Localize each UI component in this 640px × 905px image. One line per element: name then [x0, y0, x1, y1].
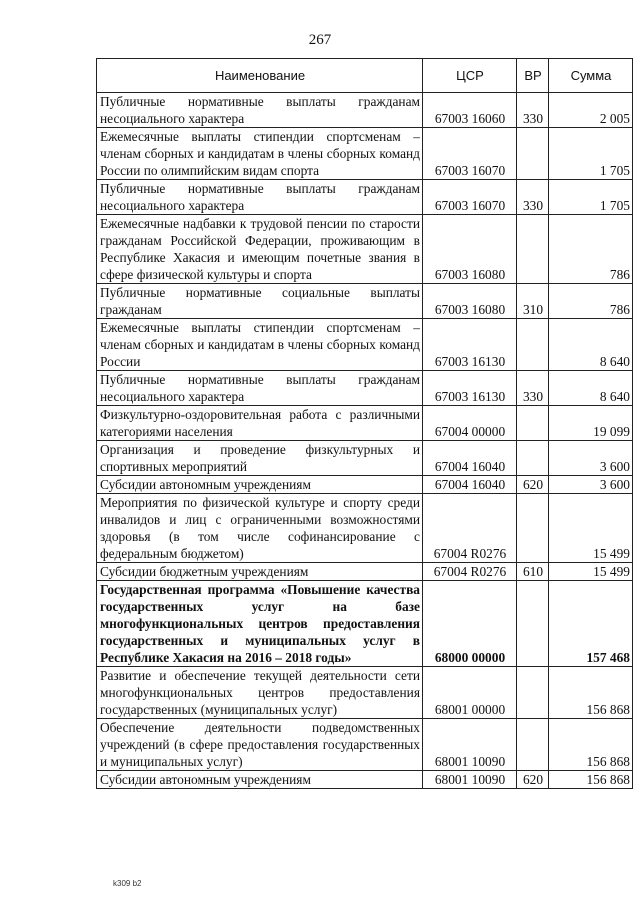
table-row — [97, 667, 633, 719]
table-row — [97, 215, 633, 284]
table-row — [97, 719, 633, 771]
cell-sum: 15 499 — [549, 494, 633, 563]
budget-table — [96, 58, 633, 789]
table-row — [97, 476, 633, 494]
cell-sum: 2 005 — [549, 93, 633, 128]
cell-vr: 610 — [517, 563, 549, 581]
table-row — [97, 563, 633, 581]
cell-sum: 157 468 — [549, 581, 633, 667]
cell-csr: 67004 R0276 — [423, 563, 517, 581]
cell-vr: 330 — [517, 180, 549, 215]
table-row — [97, 441, 633, 476]
table-row — [97, 494, 633, 563]
table-row — [97, 581, 633, 667]
cell-csr: 68001 10090 — [423, 771, 517, 789]
cell-vr — [517, 406, 549, 441]
table-row — [97, 128, 633, 180]
cell-csr: 68001 00000 — [423, 667, 517, 719]
cell-vr: 330 — [517, 93, 549, 128]
table-body — [97, 93, 633, 789]
cell-vr: 310 — [517, 284, 549, 319]
table-row — [97, 93, 633, 128]
header-vr: ВР — [517, 59, 549, 93]
cell-name: Ежемесячные выплаты стипендии спортсменам – членам сборных и кандидатам в члены сборных команд России — [97, 319, 423, 371]
cell-sum: 19 099 — [549, 406, 633, 441]
cell-name: Физкультурно-оздоровительная работа с различными категориями населения — [97, 406, 423, 441]
cell-name: Ежемесячные надбавки к трудовой пенсии по старости гражданам Российской Федерации, проживающим в Республике Хакасия и имеющим почетные звания в сфере физической культуры и спорта — [97, 215, 423, 284]
cell-csr: 67004 16040 — [423, 476, 517, 494]
table-row — [97, 319, 633, 371]
cell-sum: 156 868 — [549, 667, 633, 719]
table-row — [97, 371, 633, 406]
cell-csr: 67003 16130 — [423, 371, 517, 406]
cell-csr: 67004 00000 — [423, 406, 517, 441]
cell-vr — [517, 667, 549, 719]
footer-code: k309 b2 — [113, 879, 142, 888]
cell-name: Ежемесячные выплаты стипендии спортсменам – членам сборных и кандидатам в члены сборных команд России по олимпийским видам спорта — [97, 128, 423, 180]
cell-name: Субсидии автономным учреждениям — [97, 771, 423, 789]
cell-sum: 8 640 — [549, 319, 633, 371]
cell-vr: 620 — [517, 771, 549, 789]
cell-name: Публичные нормативные выплаты гражданам несоциального характера — [97, 180, 423, 215]
cell-vr: 620 — [517, 476, 549, 494]
cell-vr — [517, 128, 549, 180]
cell-csr: 67003 16060 — [423, 93, 517, 128]
cell-csr: 67003 16070 — [423, 128, 517, 180]
cell-csr: 67003 16130 — [423, 319, 517, 371]
cell-name: Мероприятия по физической культуре и спорту среди инвалидов и лиц с ограниченными возможностями здоровья (в том числе софинансирование с федеральным бюджетом) — [97, 494, 423, 563]
cell-sum: 8 640 — [549, 371, 633, 406]
cell-vr — [517, 494, 549, 563]
table-row — [97, 406, 633, 441]
table-row — [97, 771, 633, 789]
header-sum: Сумма — [549, 59, 633, 93]
cell-sum: 1 705 — [549, 128, 633, 180]
cell-sum: 786 — [549, 284, 633, 319]
cell-csr: 67003 16080 — [423, 215, 517, 284]
header-csr: ЦСР — [423, 59, 517, 93]
table-row — [97, 284, 633, 319]
cell-csr: 67003 16070 — [423, 180, 517, 215]
cell-name: Публичные нормативные социальные выплаты гражданам — [97, 284, 423, 319]
cell-name: Публичные нормативные выплаты гражданам несоциального характера — [97, 371, 423, 406]
cell-csr: 67004 R0276 — [423, 494, 517, 563]
cell-name: Субсидии бюджетным учреждениям — [97, 563, 423, 581]
cell-vr — [517, 441, 549, 476]
header-name: Наименование — [97, 59, 423, 93]
cell-vr — [517, 581, 549, 667]
cell-name: Развитие и обеспечение текущей деятельности сети многофункциональных центров предоставления государственных (муниципальных услуг) — [97, 667, 423, 719]
cell-name: Субсидии автономным учреждениям — [97, 476, 423, 494]
cell-vr — [517, 719, 549, 771]
table-row — [97, 180, 633, 215]
cell-name: Организация и проведение физкультурных и спортивных мероприятий — [97, 441, 423, 476]
cell-sum: 1 705 — [549, 180, 633, 215]
cell-sum: 156 868 — [549, 719, 633, 771]
cell-vr: 330 — [517, 371, 549, 406]
cell-csr: 68000 00000 — [423, 581, 517, 667]
cell-sum: 15 499 — [549, 563, 633, 581]
cell-name: Государственная программа «Повышение качества государственных услуг на базе многофункциональных центров предоставления государственных и муниципальных услуг в Республике Хакасия на 2016 – 2018 годы» — [97, 581, 423, 667]
cell-name: Обеспечение деятельности подведомственных учреждений (в сфере предоставления государственных и муниципальных услуг) — [97, 719, 423, 771]
cell-sum: 156 868 — [549, 771, 633, 789]
cell-csr: 67003 16080 — [423, 284, 517, 319]
table-header-row — [97, 59, 633, 93]
cell-sum: 3 600 — [549, 476, 633, 494]
cell-name: Публичные нормативные выплаты гражданам несоциального характера — [97, 93, 423, 128]
cell-csr: 68001 10090 — [423, 719, 517, 771]
page-number: 267 — [308, 32, 332, 48]
cell-csr: 67004 16040 — [423, 441, 517, 476]
cell-vr — [517, 215, 549, 284]
cell-vr — [517, 319, 549, 371]
cell-sum: 3 600 — [549, 441, 633, 476]
cell-sum: 786 — [549, 215, 633, 284]
